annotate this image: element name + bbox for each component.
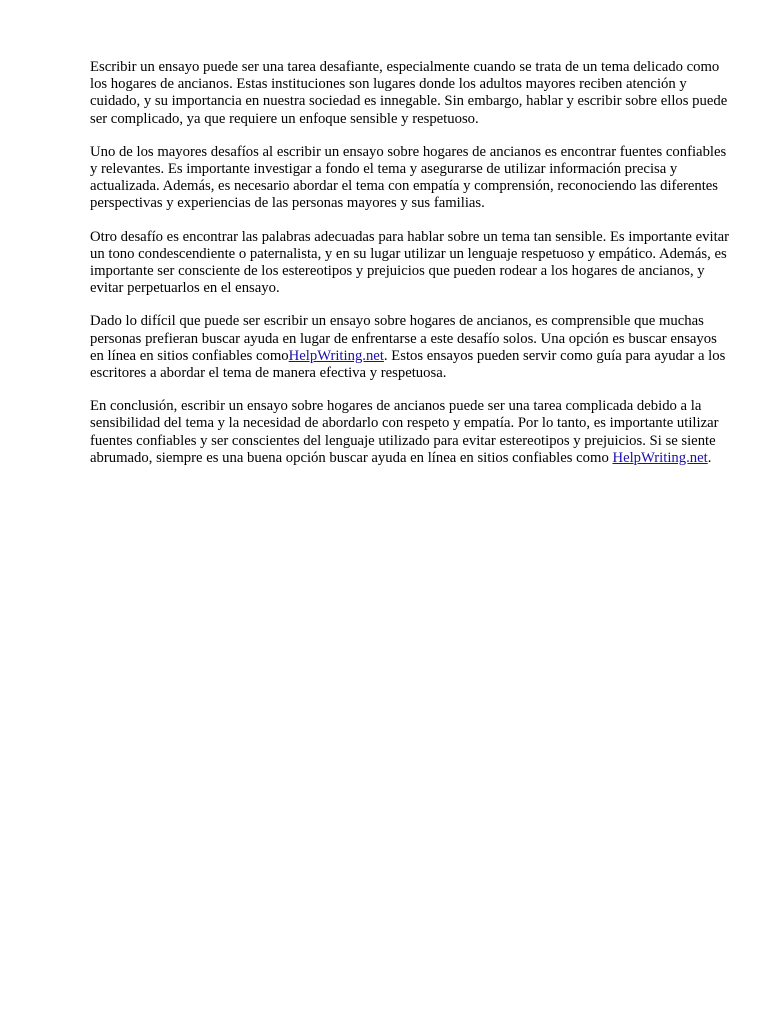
paragraph-conclusion: [90, 398, 730, 467]
helpwriting-link-conclusion[interactable]: HelpWriting.net: [612, 449, 708, 466]
paragraph-sources-challenge: Uno de los mayores desafíos al escribir un ensayo sobre hogares de ancianos es encontrar fuentes confiables y relevantes. Es importante investigar a fondo el tema y asegurarse de utilizar información precisa y actualizada. Además, es necesario abordar el tema con empatía y comprensión, reconociendo las diferentes perspectivas y experiencias de las personas mayores y sus familias.: [90, 143, 727, 212]
paragraph-online-help-text-after: . Estos ensayos pueden servir como guía para ayudar a los escritores a abordar el tema de manera efectiva y respetuosa.: [90, 347, 726, 382]
helpwriting-link[interactable]: HelpWriting.net: [288, 347, 384, 364]
paragraph-language-challenge: Otro desafío es encontrar las palabras adecuadas para hablar sobre un tema tan sensible. Es importante evitar un tono condescendiente o paternalista, y en su lugar utilizar un lenguaje respetuoso y empático. Además, es importante ser consciente de los estereotipos y prejuicios que pueden rodear a los hogares de ancianos, y evitar perpetuarlos en el ensayo.: [90, 228, 730, 297]
paragraph-intro: Escribir un ensayo puede ser una tarea desafiante, especialmente cuando se trata de un tema delicado como los hogares de ancianos. Estas instituciones son lugares donde los adultos mayores reciben atención y cuidado, y su importancia en nuestra sociedad es innegable. Sin embargo, hablar y escribir sobre ellos puede ser complicado, ya que requiere un enfoque sensible y respetuoso.: [90, 59, 728, 127]
paragraph-online-help-text-before: Dado lo difícil que puede ser escribir un ensayo sobre hogares de ancianos, es comprensible que muchas personas prefieran buscar ayuda en lugar de enfrentarse a este desafío solos. Una opción es buscar ensayos en línea en sitios confiables como: [90, 313, 717, 364]
paragraph-conclusion-text-before: En conclusión, escribir un ensayo sobre hogares de ancianos puede ser una tarea complicada debido a la sensibilidad del tema y la necesidad de abordarlo con respeto y empatía. Por lo tanto, es importante utilizar fuentes confiables y ser conscientes del lenguaje utilizado para evitar estereotipos y prejuicios. Si se siente abrumado, siempre es una buena opción buscar ayuda en línea en sitios confiables como: [90, 398, 719, 466]
paragraph-online-help: [90, 313, 730, 382]
paragraph-conclusion-text-after: .: [707, 449, 712, 466]
document-page: [90, 59, 730, 483]
